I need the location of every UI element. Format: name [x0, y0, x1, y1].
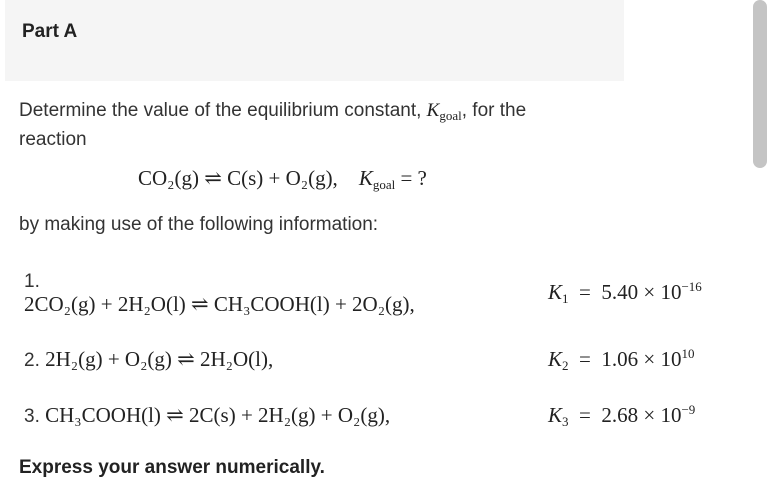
reaction-1-number: 1. — [24, 271, 40, 292]
target-k-value: = ? — [395, 166, 427, 190]
target-reaction — [138, 166, 427, 191]
part-header — [5, 0, 624, 81]
reaction-3-equation: 3. CH₃COOH(l) ⇌ 2C(s) + 2H₂(g) + O₂(g), — [24, 403, 391, 427]
reaction-2-constant: $K_2 = 1.06 \times 10^{10}$ — [548, 346, 695, 373]
reaction-3-constant: $K_3 = 2.68 \times 10^{-9}$ — [548, 402, 696, 429]
question-prompt — [19, 96, 579, 154]
reaction-2-equation: 2. 2H₂(g) + O₂(g) ⇌ 2H₂O(l), — [24, 347, 274, 371]
target-k-symbol: K — [358, 166, 373, 190]
target-reaction-equation: CO₂(g) ⇌ C(s) + O₂(g), — [138, 166, 338, 190]
prompt-text-end: , for the reaction — [19, 100, 527, 150]
answer-instruction: Express your answer numerically. — [19, 457, 325, 478]
reaction-1-equation: 2CO₂(g) + 2H₂O(l) ⇌ CH₃COOH(l) + 2O₂(g), — [24, 292, 415, 316]
part-title: Part A — [22, 21, 78, 42]
k-goal-symbol: $K_{goal}$ — [426, 100, 462, 123]
scrollbar-thumb[interactable] — [753, 0, 767, 168]
prompt-text-start: Determine the value of the equilibrium constant, — [19, 100, 427, 121]
info-line: by making use of the following information: — [19, 214, 379, 235]
target-k-sub: goal — [372, 177, 396, 192]
reaction-1-constant: $K_1 = 5.40 \times 10^{-16}$ — [548, 279, 702, 306]
